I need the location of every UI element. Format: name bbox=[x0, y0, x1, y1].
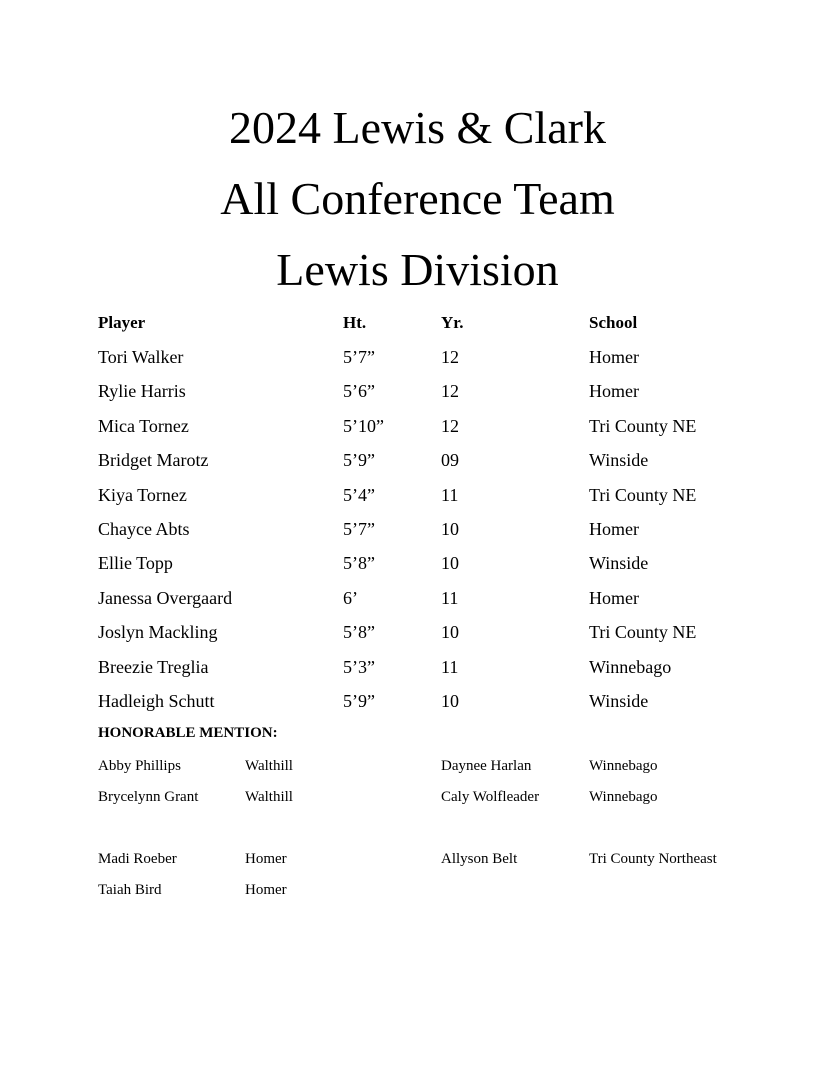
hm-player-school: Walthill bbox=[245, 789, 293, 805]
player-name: Mica Tornez bbox=[98, 415, 189, 436]
hm-player-name: Caly Wolfleader bbox=[441, 789, 540, 805]
player-height: 5’6” bbox=[343, 381, 375, 402]
hm-player-school: Winnebago bbox=[589, 789, 658, 805]
player-school: Tri County NE bbox=[589, 622, 697, 643]
player-year: 11 bbox=[441, 656, 459, 677]
hm-player-name: Abby Phillips bbox=[98, 758, 181, 774]
player-year: 11 bbox=[441, 484, 459, 505]
player-school: Winside bbox=[589, 450, 649, 471]
honorable-mention-heading: HONORABLE MENTION: bbox=[98, 725, 278, 741]
hm-player-school: Winnebago bbox=[589, 758, 658, 774]
player-school: Tri County NE bbox=[589, 484, 697, 505]
title-line-team: All Conference Team bbox=[220, 173, 615, 224]
table-row bbox=[0, 481, 835, 515]
player-school: Winside bbox=[589, 553, 649, 574]
list-item bbox=[0, 786, 835, 817]
table-row bbox=[0, 515, 835, 549]
player-name: Ellie Topp bbox=[98, 553, 173, 574]
hm-player-school: Walthill bbox=[245, 758, 293, 774]
hm-player-school: Homer bbox=[245, 882, 287, 898]
player-school: Tri County NE bbox=[589, 415, 697, 436]
player-school: Homer bbox=[589, 381, 639, 402]
table-row bbox=[0, 343, 835, 377]
hm-player-name: Taiah Bird bbox=[98, 882, 162, 898]
player-height: 5’8” bbox=[343, 622, 375, 643]
hm-player-name: Madi Roeber bbox=[98, 851, 177, 867]
player-height: 5’9” bbox=[343, 690, 375, 711]
player-height: 5’3” bbox=[343, 656, 375, 677]
header-year: Yr. bbox=[441, 313, 464, 332]
table-row bbox=[0, 377, 835, 411]
player-name: Bridget Marotz bbox=[98, 450, 209, 471]
player-year: 10 bbox=[441, 553, 459, 574]
hm-player-name: Allyson Belt bbox=[441, 851, 518, 867]
hm-player-school: Tri County Northeast bbox=[589, 851, 717, 867]
player-school: Homer bbox=[589, 518, 639, 539]
player-name: Chayce Abts bbox=[98, 518, 190, 539]
table-row bbox=[0, 584, 835, 618]
list-item bbox=[0, 755, 835, 786]
player-year: 10 bbox=[441, 690, 459, 711]
player-year: 12 bbox=[441, 415, 459, 436]
player-year: 10 bbox=[441, 518, 459, 539]
roster-table bbox=[0, 309, 835, 721]
player-height: 5’7” bbox=[343, 518, 375, 539]
header-school: School bbox=[589, 313, 638, 332]
player-name: Breezie Treglia bbox=[98, 656, 209, 677]
table-row bbox=[0, 549, 835, 583]
player-height: 5’7” bbox=[343, 347, 375, 367]
player-year: 11 bbox=[441, 587, 459, 608]
player-school: Winnebago bbox=[589, 656, 672, 677]
header-player: Player bbox=[98, 313, 146, 332]
list-item bbox=[0, 879, 835, 910]
title-line-year-conference: 2024 Lewis & Clark bbox=[229, 102, 606, 153]
honorable-mention-list bbox=[0, 755, 835, 910]
list-item bbox=[0, 848, 835, 879]
hm-player-name: Daynee Harlan bbox=[441, 758, 532, 774]
spacer-row bbox=[0, 817, 835, 848]
player-height: 5’8” bbox=[343, 553, 375, 574]
player-year: 12 bbox=[441, 381, 459, 402]
player-height: 5’4” bbox=[343, 484, 375, 505]
player-height: 5’9” bbox=[343, 450, 375, 471]
player-name: Tori Walker bbox=[98, 347, 184, 367]
player-name: Janessa Overgaard bbox=[98, 587, 233, 608]
player-name: Hadleigh Schutt bbox=[98, 690, 215, 711]
title-line-division: Lewis Division bbox=[276, 244, 559, 295]
table-row bbox=[0, 687, 835, 721]
player-height: 6’ bbox=[343, 587, 358, 608]
table-row bbox=[0, 412, 835, 446]
table-row bbox=[0, 446, 835, 480]
table-row bbox=[0, 618, 835, 652]
player-year: 09 bbox=[441, 450, 459, 471]
player-year: 10 bbox=[441, 622, 459, 643]
player-height: 5’10” bbox=[343, 415, 384, 436]
hm-player-school: Homer bbox=[245, 851, 287, 867]
roster-body bbox=[0, 343, 835, 721]
player-school: Winside bbox=[589, 690, 649, 711]
table-row bbox=[0, 653, 835, 687]
player-year: 12 bbox=[441, 347, 459, 367]
player-name: Rylie Harris bbox=[98, 381, 186, 402]
player-school: Homer bbox=[589, 347, 639, 367]
header-height: Ht. bbox=[343, 313, 367, 332]
player-name: Kiya Tornez bbox=[98, 484, 187, 505]
player-name: Joslyn Mackling bbox=[98, 622, 218, 643]
player-school: Homer bbox=[589, 587, 639, 608]
hm-player-name: Brycelynn Grant bbox=[98, 789, 199, 805]
roster-header-row bbox=[0, 309, 835, 343]
